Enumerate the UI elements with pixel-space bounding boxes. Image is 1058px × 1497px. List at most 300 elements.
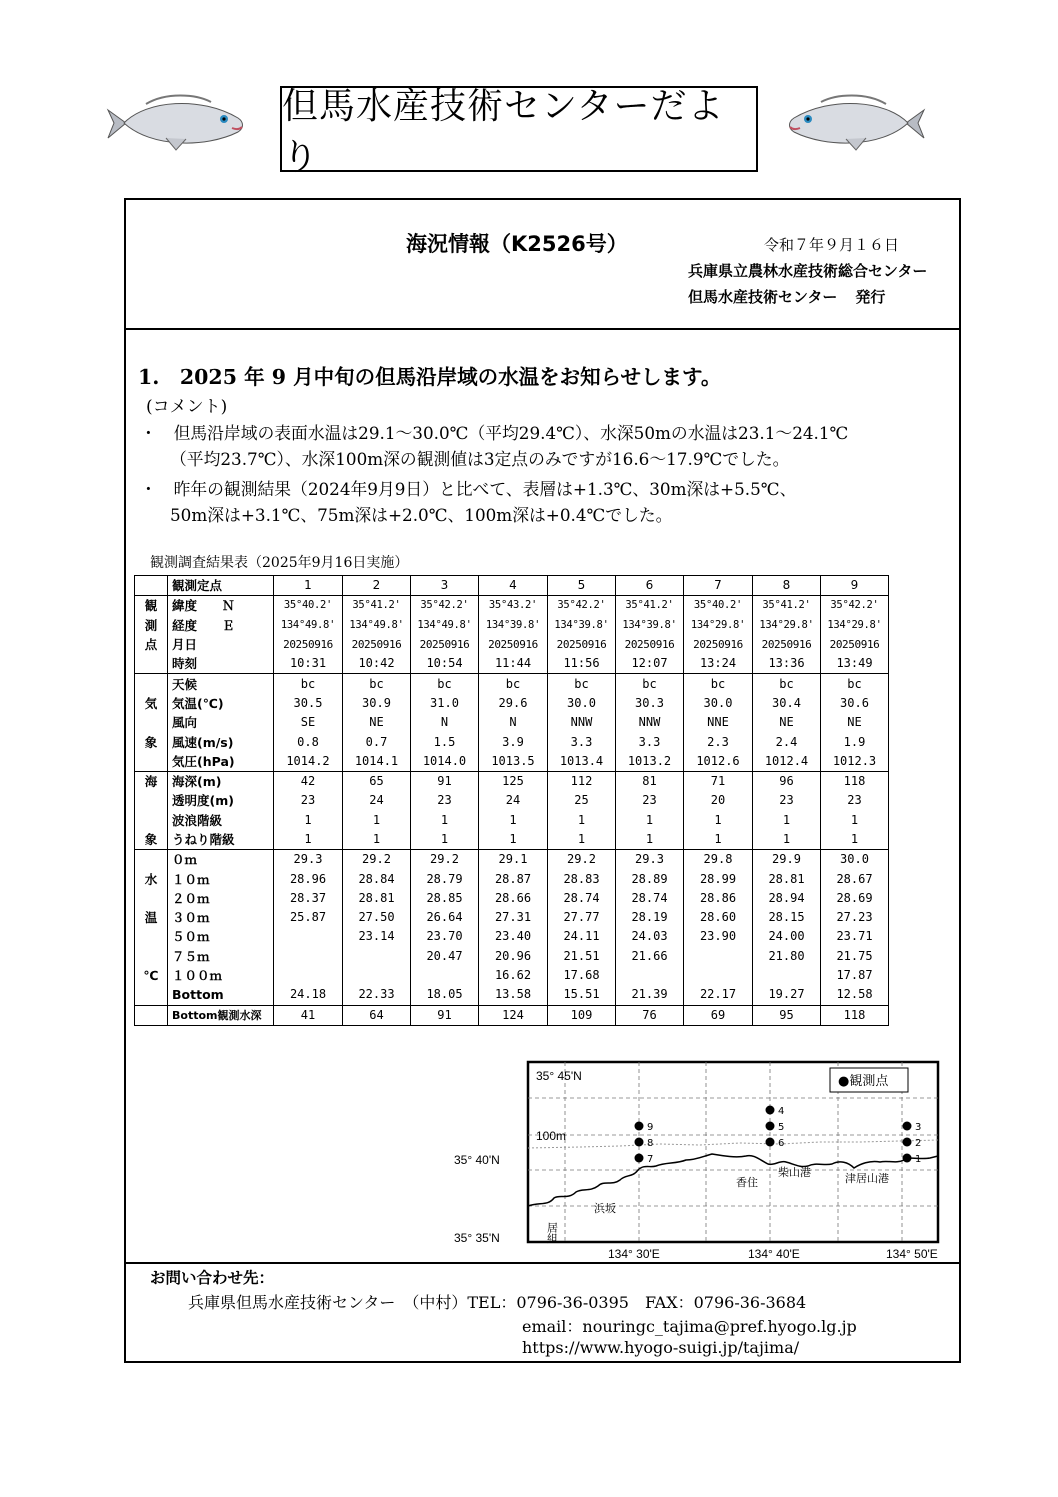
cell-wind_speed-1: 0.8 — [274, 732, 343, 751]
cell-time-2: 10:42 — [343, 654, 411, 674]
cell-d75-1 — [274, 947, 343, 966]
group-cell-blank — [135, 576, 168, 596]
cell-transparency-6: 23 — [616, 791, 684, 810]
row-label-bottom: Bottom — [168, 985, 274, 1005]
row-label-pressure: 気圧(hPa) — [168, 752, 274, 772]
cell-d10-8: 28.81 — [753, 869, 821, 888]
group-char-blank — [135, 713, 168, 732]
cell-d75-2 — [343, 947, 411, 966]
group-char-obs-1: 測 — [135, 616, 168, 635]
group-char-blank — [135, 752, 168, 772]
cell-lon-9: 134°29.8' — [821, 616, 889, 635]
cell-d0-6: 29.3 — [616, 850, 684, 870]
cell-pressure-2: 1014.1 — [343, 752, 411, 772]
table-row-wind_dir — [135, 713, 889, 732]
station-marker-label-2: 2 — [915, 1138, 922, 1149]
cell-d75-3: 20.47 — [411, 947, 479, 966]
cell-wind_speed-5: 3.3 — [548, 732, 616, 751]
station-header-7: 7 — [684, 576, 753, 596]
row-label-d75: ７５ｍ — [168, 947, 274, 966]
cell-transparency-3: 23 — [411, 791, 479, 810]
place-kasumi: 香住 — [736, 1176, 758, 1189]
cell-d30-7: 28.60 — [684, 908, 753, 927]
lon-label-40: 134° 40'E — [748, 1247, 800, 1261]
cell-wind_speed-3: 1.5 — [411, 732, 479, 751]
cell-depth-8: 96 — [753, 771, 821, 791]
group-char-blank — [135, 791, 168, 810]
cell-wave-1: 1 — [274, 811, 343, 830]
station-marker-4 — [766, 1106, 775, 1115]
cell-lat-8: 35°41.2' — [753, 596, 821, 616]
cell-d0-2: 29.2 — [343, 850, 411, 870]
cell-lat-2: 35°41.2' — [343, 596, 411, 616]
table-row-lat — [135, 596, 889, 616]
cell-d10-6: 28.89 — [616, 869, 684, 888]
cell-d75-9: 21.75 — [821, 947, 889, 966]
cell-lon-7: 134°29.8' — [684, 616, 753, 635]
cell-lon-3: 134°49.8' — [411, 616, 479, 635]
cell-bottom-1: 24.18 — [274, 985, 343, 1005]
cell-lat-3: 35°42.2' — [411, 596, 479, 616]
group-cell-blank — [135, 1005, 168, 1025]
cell-transparency-5: 25 — [548, 791, 616, 810]
cell-transparency-4: 24 — [479, 791, 548, 810]
cell-bottom_depth-3: 91 — [411, 1005, 479, 1025]
cell-time-5: 11:56 — [548, 654, 616, 674]
cell-d100-9: 17.87 — [821, 966, 889, 985]
group-char-blank — [135, 889, 168, 908]
group-char-sea-0: 海 — [135, 771, 168, 791]
cell-air_temp-6: 30.3 — [616, 694, 684, 713]
cell-air_temp-3: 31.0 — [411, 694, 479, 713]
table-row-bottom_depth — [135, 1005, 889, 1025]
cell-d30-6: 28.19 — [616, 908, 684, 927]
cell-d100-6 — [616, 966, 684, 985]
place-tsuiyama: 津居山港 — [845, 1172, 889, 1185]
station-marker-1 — [903, 1154, 912, 1163]
station-header-8: 8 — [753, 576, 821, 596]
row-label-wave: 波浪階級 — [168, 811, 274, 830]
station-header-1: 1 — [274, 576, 343, 596]
cell-d100-5: 17.68 — [548, 966, 616, 985]
cell-date-7: 20250916 — [684, 635, 753, 654]
cell-pressure-7: 1012.6 — [684, 752, 753, 772]
station-marker-label-5: 5 — [778, 1122, 785, 1133]
cell-d50-6: 24.03 — [616, 927, 684, 946]
station-marker-5 — [766, 1122, 775, 1131]
cell-weather-8: bc — [753, 674, 821, 694]
cell-wind_dir-3: N — [411, 713, 479, 732]
cell-transparency-2: 24 — [343, 791, 411, 810]
table-row-d20 — [135, 889, 889, 908]
group-char-blank — [135, 947, 168, 966]
cell-d100-1 — [274, 966, 343, 985]
cell-d20-6: 28.74 — [616, 889, 684, 908]
cell-pressure-8: 1012.4 — [753, 752, 821, 772]
cell-weather-2: bc — [343, 674, 411, 694]
cell-d100-2 — [343, 966, 411, 985]
cell-d0-1: 29.3 — [274, 850, 343, 870]
cell-date-8: 20250916 — [753, 635, 821, 654]
cell-swell-4: 1 — [479, 830, 548, 850]
cell-air_temp-2: 30.9 — [343, 694, 411, 713]
cell-transparency-1: 23 — [274, 791, 343, 810]
cell-wind_dir-1: SE — [274, 713, 343, 732]
cell-d0-4: 29.1 — [479, 850, 548, 870]
cell-wind_dir-2: NE — [343, 713, 411, 732]
cell-wave-7: 1 — [684, 811, 753, 830]
cell-wave-2: 1 — [343, 811, 411, 830]
cell-d10-7: 28.99 — [684, 869, 753, 888]
contact-url[interactable]: https://www.hyogo-suigi.jp/tajima/ — [522, 1338, 800, 1357]
row-label-weather: 天候 — [168, 674, 274, 694]
cell-wave-5: 1 — [548, 811, 616, 830]
cell-d75-7 — [684, 947, 753, 966]
cell-pressure-6: 1013.2 — [616, 752, 684, 772]
station-header-3: 3 — [411, 576, 479, 596]
table-row-weather — [135, 674, 889, 694]
observation-table — [134, 575, 889, 1026]
station-marker-label-3: 3 — [915, 1122, 922, 1133]
cell-bottom-9: 12.58 — [821, 985, 889, 1005]
cell-lon-8: 134°29.8' — [753, 616, 821, 635]
cell-wind_dir-5: NNW — [548, 713, 616, 732]
cell-lon-4: 134°39.8' — [479, 616, 548, 635]
cell-date-1: 20250916 — [274, 635, 343, 654]
cell-d0-3: 29.2 — [411, 850, 479, 870]
cell-swell-8: 1 — [753, 830, 821, 850]
cell-d50-8: 24.00 — [753, 927, 821, 946]
lon-label-30: 134° 30'E — [608, 1247, 660, 1261]
cell-d30-9: 27.23 — [821, 908, 889, 927]
table-row-bottom — [135, 985, 889, 1005]
cell-d20-7: 28.86 — [684, 889, 753, 908]
cell-wave-3: 1 — [411, 811, 479, 830]
cell-date-3: 20250916 — [411, 635, 479, 654]
cell-pressure-1: 1014.2 — [274, 752, 343, 772]
comment-bullet-1-line-1: ・ 但馬沿岸域の表面水温は29.1～30.0℃（平均29.4℃）、水深50mの水温は23.1～24.1℃ — [140, 423, 849, 443]
cell-bottom-2: 22.33 — [343, 985, 411, 1005]
row-label-d20: ２０ｍ — [168, 889, 274, 908]
cell-d20-3: 28.85 — [411, 889, 479, 908]
station-marker-label-1: 1 — [915, 1154, 922, 1165]
cell-wind_dir-4: N — [479, 713, 548, 732]
cell-lon-1: 134°49.8' — [274, 616, 343, 635]
cell-transparency-8: 23 — [753, 791, 821, 810]
cell-bottom_depth-1: 41 — [274, 1005, 343, 1025]
cell-d75-6: 21.66 — [616, 947, 684, 966]
cell-transparency-9: 23 — [821, 791, 889, 810]
group-char-weather-3: 象 — [135, 732, 168, 751]
station-marker-9 — [635, 1122, 644, 1131]
station-marker-label-9: 9 — [647, 1122, 654, 1133]
group-char-blank — [135, 985, 168, 1005]
cell-depth-7: 71 — [684, 771, 753, 791]
cell-d10-3: 28.79 — [411, 869, 479, 888]
cell-wind_speed-9: 1.9 — [821, 732, 889, 751]
station-header-9: 9 — [821, 576, 889, 596]
header-label: 観測定点 — [168, 576, 274, 596]
cell-time-3: 10:54 — [411, 654, 479, 674]
cell-time-1: 10:31 — [274, 654, 343, 674]
cell-d20-8: 28.94 — [753, 889, 821, 908]
cell-d100-7 — [684, 966, 753, 985]
cell-d30-4: 27.31 — [479, 908, 548, 927]
contact-org-line: 兵庫県但馬水産技術センター （中村）TEL：0796-36-0395 FAX：0796-36-3684 — [188, 1293, 807, 1312]
cell-date-5: 20250916 — [548, 635, 616, 654]
cell-weather-1: bc — [274, 674, 343, 694]
table-row-lon — [135, 616, 889, 635]
cell-wind_dir-9: NE — [821, 713, 889, 732]
cell-air_temp-9: 30.6 — [821, 694, 889, 713]
comment-bullet-2-line-2: 50m深は+3.1℃、75m深は+2.0℃、100m深は+0.4℃でした。 — [170, 505, 673, 525]
cell-swell-1: 1 — [274, 830, 343, 850]
cell-bottom-6: 21.39 — [616, 985, 684, 1005]
group-char-obs-2: 点 — [135, 635, 168, 654]
cell-bottom-8: 19.27 — [753, 985, 821, 1005]
cell-d100-8 — [753, 966, 821, 985]
cell-bottom-5: 15.51 — [548, 985, 616, 1005]
cell-d10-2: 28.84 — [343, 869, 411, 888]
cell-d20-9: 28.69 — [821, 889, 889, 908]
cell-weather-3: bc — [411, 674, 479, 694]
cell-bottom_depth-2: 64 — [343, 1005, 411, 1025]
row-label-wind_speed: 風速(m/s) — [168, 732, 274, 751]
cell-wave-4: 1 — [479, 811, 548, 830]
cell-pressure-3: 1014.0 — [411, 752, 479, 772]
cell-swell-6: 1 — [616, 830, 684, 850]
header-divider — [124, 328, 961, 330]
newsletter-title: 但馬水産技術センターだより — [280, 86, 758, 172]
lat-label-35: 35° 35'N — [454, 1231, 500, 1245]
cell-wind_speed-6: 3.3 — [616, 732, 684, 751]
issuer-line-1: 兵庫県立農林水産技術総合センター — [688, 262, 928, 280]
group-char-weather-1: 気 — [135, 694, 168, 713]
cell-bottom_depth-6: 76 — [616, 1005, 684, 1025]
cell-transparency-7: 20 — [684, 791, 753, 810]
cell-bottom-7: 22.17 — [684, 985, 753, 1005]
lat-label-45: 35° 45'N — [536, 1069, 582, 1083]
cell-wind_dir-8: NE — [753, 713, 821, 732]
cell-d50-2: 23.14 — [343, 927, 411, 946]
table-row-d0 — [135, 850, 889, 870]
station-header-2: 2 — [343, 576, 411, 596]
cell-d100-3 — [411, 966, 479, 985]
group-char-obs-0: 観 — [135, 596, 168, 616]
row-label-time: 時刻 — [168, 654, 274, 674]
cell-weather-9: bc — [821, 674, 889, 694]
cell-time-4: 11:44 — [479, 654, 548, 674]
cell-air_temp-8: 30.4 — [753, 694, 821, 713]
table-row-time — [135, 654, 889, 674]
cell-lon-2: 134°49.8' — [343, 616, 411, 635]
cell-d50-4: 23.40 — [479, 927, 548, 946]
station-header-5: 5 — [548, 576, 616, 596]
table-row-wave — [135, 811, 889, 830]
report-date: 令和７年９月１６日 — [764, 236, 900, 254]
contact-email[interactable]: email：nouringc_tajima@pref.hyogo.lg.jp — [522, 1317, 857, 1336]
cell-swell-7: 1 — [684, 830, 753, 850]
issuer-line-2 — [688, 286, 885, 307]
row-label-bottom_depth: Bottom観測水深 — [168, 1005, 274, 1025]
cell-weather-7: bc — [684, 674, 753, 694]
group-char-temp-6: ℃ — [135, 966, 168, 985]
row-label-transparency: 透明度(m) — [168, 791, 274, 810]
comment-heading: (コメント) — [146, 397, 228, 417]
cell-pressure-9: 1012.3 — [821, 752, 889, 772]
cell-lat-7: 35°40.2' — [684, 596, 753, 616]
station-marker-3 — [903, 1122, 912, 1131]
row-label-lat: 緯度 Ｎ — [168, 596, 274, 616]
cell-d50-1 — [274, 927, 343, 946]
table-row-air_temp — [135, 694, 889, 713]
group-char-blank — [135, 654, 168, 674]
station-map — [440, 1056, 955, 1262]
row-label-swell: うねり階級 — [168, 830, 274, 850]
cell-d50-3: 23.70 — [411, 927, 479, 946]
row-label-air_temp: 気温(℃) — [168, 694, 274, 713]
cell-bottom_depth-4: 124 — [479, 1005, 548, 1025]
cell-air_temp-1: 30.5 — [274, 694, 343, 713]
cell-wind_speed-4: 3.9 — [479, 732, 548, 751]
contour-label: 100m — [536, 1129, 567, 1143]
table-row-pressure — [135, 752, 889, 772]
station-marker-8 — [635, 1138, 644, 1147]
row-label-d100: １００ｍ — [168, 966, 274, 985]
cell-date-9: 20250916 — [821, 635, 889, 654]
table-row-d30 — [135, 908, 889, 927]
lat-label-40: 35° 40'N — [454, 1153, 500, 1167]
cell-date-2: 20250916 — [343, 635, 411, 654]
cell-d20-4: 28.66 — [479, 889, 548, 908]
place-shibayama: 柴山港 — [778, 1166, 811, 1179]
row-label-d30: ３０ｍ — [168, 908, 274, 927]
cell-bottom_depth-8: 95 — [753, 1005, 821, 1025]
cell-d75-8: 21.80 — [753, 947, 821, 966]
issuer-action: 発行 — [855, 288, 886, 306]
station-marker-7 — [635, 1154, 644, 1163]
cell-d0-5: 29.2 — [548, 850, 616, 870]
fish-illustration-left — [106, 92, 246, 154]
table-row-transparency — [135, 791, 889, 810]
cell-bottom_depth-9: 118 — [821, 1005, 889, 1025]
cell-wave-6: 1 — [616, 811, 684, 830]
cell-d10-9: 28.67 — [821, 869, 889, 888]
cell-swell-5: 1 — [548, 830, 616, 850]
cell-swell-3: 1 — [411, 830, 479, 850]
cell-depth-9: 118 — [821, 771, 889, 791]
cell-d0-8: 29.9 — [753, 850, 821, 870]
cell-d20-2: 28.81 — [343, 889, 411, 908]
group-char-blank — [135, 674, 168, 694]
cell-wind_speed-8: 2.4 — [753, 732, 821, 751]
table-header-row — [135, 576, 889, 596]
table-row-d10 — [135, 869, 889, 888]
cell-wind_dir-7: NNE — [684, 713, 753, 732]
cell-bottom-3: 18.05 — [411, 985, 479, 1005]
cell-weather-5: bc — [548, 674, 616, 694]
row-label-d0: ０ｍ — [168, 850, 274, 870]
cell-d50-9: 23.71 — [821, 927, 889, 946]
station-marker-label-8: 8 — [647, 1138, 654, 1149]
cell-air_temp-7: 30.0 — [684, 694, 753, 713]
station-header-4: 4 — [479, 576, 548, 596]
group-char-blank — [135, 811, 168, 830]
cell-d30-8: 28.15 — [753, 908, 821, 927]
cell-depth-3: 91 — [411, 771, 479, 791]
cell-d30-5: 27.77 — [548, 908, 616, 927]
cell-d50-7: 23.90 — [684, 927, 753, 946]
group-char-blank — [135, 927, 168, 946]
cell-swell-9: 1 — [821, 830, 889, 850]
cell-time-7: 13:24 — [684, 654, 753, 674]
cell-d100-4: 16.62 — [479, 966, 548, 985]
table-row-d75 — [135, 947, 889, 966]
row-label-d50: ５０ｍ — [168, 927, 274, 946]
cell-lon-6: 134°39.8' — [616, 616, 684, 635]
table-caption: 観測調査結果表（2025年9月16日実施） — [150, 555, 409, 571]
lon-label-50: 134° 50'E — [886, 1247, 938, 1261]
place-hamasaka: 浜坂 — [594, 1202, 616, 1215]
cell-d30-3: 26.64 — [411, 908, 479, 927]
map-legend — [830, 1068, 908, 1092]
station-header-6: 6 — [616, 576, 684, 596]
cell-depth-6: 81 — [616, 771, 684, 791]
cell-d75-5: 21.51 — [548, 947, 616, 966]
cell-wave-8: 1 — [753, 811, 821, 830]
cell-d30-1: 25.87 — [274, 908, 343, 927]
row-label-d10: １０ｍ — [168, 869, 274, 888]
table-row-wind_speed — [135, 732, 889, 751]
table-row-date — [135, 635, 889, 654]
station-marker-label-7: 7 — [647, 1154, 654, 1165]
comment-bullet-1-line-2: （平均23.7℃）、水深100m深の観測値は3定点のみですが16.6～17.9℃でした。 — [170, 449, 790, 469]
cell-date-6: 20250916 — [616, 635, 684, 654]
comment-bullet-2-line-1: ・ 昨年の観測結果（2024年9月9日）と比べて、表層は+1.3℃、30m深は+5.5℃、 — [140, 479, 797, 499]
cell-d50-5: 24.11 — [548, 927, 616, 946]
cell-wave-9: 1 — [821, 811, 889, 830]
cell-d20-1: 28.37 — [274, 889, 343, 908]
group-char-sea-3: 象 — [135, 830, 168, 850]
cell-wind_dir-6: NNW — [616, 713, 684, 732]
row-label-wind_dir: 風向 — [168, 713, 274, 732]
legend-label: ●観測点 — [838, 1074, 889, 1089]
section-headline: 1. 2025 年 9 月中旬の但馬沿岸域の水温をお知らせします。 — [138, 365, 722, 389]
cell-wind_speed-2: 0.7 — [343, 732, 411, 751]
cell-pressure-5: 1013.4 — [548, 752, 616, 772]
station-marker-label-4: 4 — [778, 1106, 785, 1117]
cell-lat-6: 35°41.2' — [616, 596, 684, 616]
group-char-temp-3: 温 — [135, 908, 168, 927]
cell-d10-5: 28.83 — [548, 869, 616, 888]
cell-weather-4: bc — [479, 674, 548, 694]
cell-lat-5: 35°42.2' — [548, 596, 616, 616]
cell-depth-1: 42 — [274, 771, 343, 791]
cell-bottom_depth-7: 69 — [684, 1005, 753, 1025]
cell-time-9: 13:49 — [821, 654, 889, 674]
cell-pressure-4: 1013.5 — [479, 752, 548, 772]
cell-bottom-4: 13.58 — [479, 985, 548, 1005]
issuer-org: 但馬水産技術センター — [688, 288, 838, 306]
cell-depth-5: 112 — [548, 771, 616, 791]
cell-d75-4: 20.96 — [479, 947, 548, 966]
place-igumi: 居組 — [545, 1222, 559, 1244]
station-marker-6 — [766, 1138, 775, 1147]
cell-bottom_depth-5: 109 — [548, 1005, 616, 1025]
cell-air_temp-4: 29.6 — [479, 694, 548, 713]
report-title: 海況情報（K2526号） — [406, 232, 628, 256]
cell-depth-4: 125 — [479, 771, 548, 791]
